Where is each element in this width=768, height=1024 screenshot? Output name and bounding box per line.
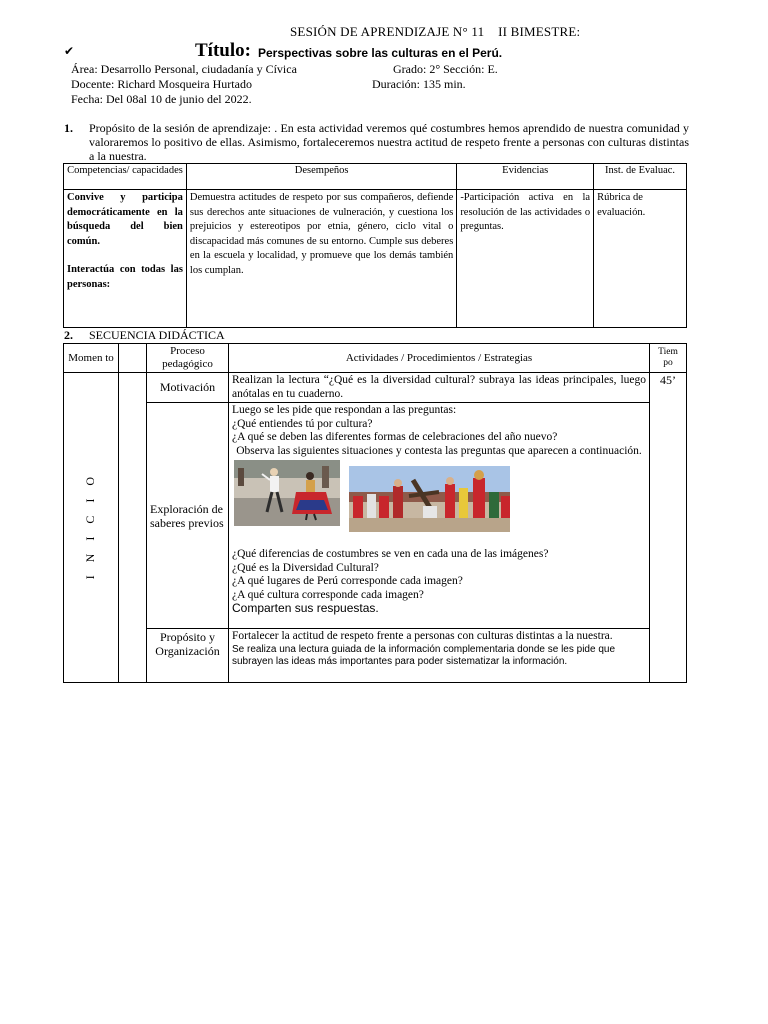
header-momento: Momen to <box>64 344 119 373</box>
header-competencias: Competencias/ capacidades <box>64 164 187 190</box>
procession-photo <box>349 466 510 532</box>
proceso-motivacion: Motivación <box>147 373 229 403</box>
exploracion-line: Observa las siguientes situaciones y contesta las preguntas que aparecen a continuación. <box>236 444 642 457</box>
question-line: ¿Qué es la Diversidad Cultural? <box>232 561 379 574</box>
duracion-text: Duración: 135 min. <box>372 77 466 91</box>
header-evidencias: Evidencias <box>457 164 594 190</box>
header-actividades: Actividades / Procedimientos / Estrategias <box>229 344 650 373</box>
momento-cell <box>64 373 119 683</box>
competencies-table <box>63 163 687 328</box>
closing-line: Comparten sus respuestas. <box>232 601 379 615</box>
actividad-proposito <box>229 629 650 683</box>
dance-photo <box>234 460 340 526</box>
header-tiempo: Tiem po <box>650 344 687 373</box>
title-text: Perspectivas sobre las culturas en el Perú. <box>258 46 503 60</box>
actividad-motivacion: Realizan la lectura “¿Qué es la diversidad cultural? subraya las ideas principales, luego anótalas en tu cuaderno. <box>229 373 650 403</box>
check-icon: ✔ <box>64 44 75 58</box>
exploracion-line: Luego se les pide que respondan a las preguntas: <box>232 404 457 416</box>
area-text: Área: Desarrollo Personal, ciudadanía y Cívica <box>71 62 297 76</box>
grado-text: Grado: 2° Sección: E. <box>393 62 498 76</box>
title-label: Título: <box>195 40 251 61</box>
tiempo-cell: 45’ <box>650 373 687 683</box>
instrumento-cell: Rúbrica de evaluación. <box>594 190 687 328</box>
exploracion-line: ¿Qué entiendes tú por cultura? <box>232 417 373 430</box>
proceso-proposito: Propósito y Organización <box>147 629 229 683</box>
section1-number: 1. <box>64 121 73 135</box>
section2-title: SECUENCIA DIDÁCTICA <box>89 328 225 342</box>
proceso-exploracion: Exploración de saberes previos <box>147 403 229 629</box>
question-line: ¿A qué lugares de Perú corresponde cada imagen? <box>232 575 463 587</box>
docente-text: Docente: Richard Mosqueira Hurtado <box>71 77 252 91</box>
blank-column <box>119 373 147 683</box>
header-instrumento: Inst. de Evaluac. <box>594 164 687 190</box>
fecha-text: Fecha: Del 08al 10 de junio del 2022. <box>71 92 252 106</box>
proposito-line: Fortalecer la actitud de respeto frente a personas con culturas distintas a la nuestra. <box>232 630 613 642</box>
section2-number: 2. <box>64 328 73 342</box>
exploracion-line: ¿A qué se deben las diferentes formas de celebraciones del año nuevo? <box>232 431 558 443</box>
header-spacer <box>119 344 147 373</box>
actividad-exploracion <box>229 403 650 629</box>
question-line: ¿A qué cultura corresponde cada imagen? <box>232 588 424 601</box>
evidencia-cell: -Participación activa en la resolución de las actividades o preguntas. <box>457 190 594 328</box>
proposito-line: Se realiza una lectura guiada de la información complementaria donde se les pide que subrayen las ideas más importantes para poder sistematizar la información. <box>232 643 616 667</box>
competencia-interactua: Interactúa con todas las personas: <box>67 264 183 290</box>
desempeno-cell: Demuestra actitudes de respeto por sus compañeros, defiende sus derechos ante situaciones de vulneración, y cuestiona los prejuicios y estereotipos por etnia, género, ciclo vital o discapacidad más comunes de su entorno. Cumple sus deberes en la escuela y localidad, y promueve que los demás también los cumplan. <box>186 190 456 328</box>
session-header: SESIÓN DE APRENDIZAJE N° 11 II BIMESTRE: <box>290 24 581 39</box>
momento-inicio: I N I C I O <box>83 471 98 579</box>
header-desempenos: Desempeños <box>186 164 456 190</box>
competencias-cell <box>64 190 187 328</box>
competencia-convive: Convive y participa democráticamente en la búsqueda del bien común. <box>67 192 183 247</box>
purpose-paragraph: Propósito de la sesión de aprendizaje: . En esta actividad veremos qué costumbres hemos aprendido de nuestra comunidad y valoraremos lo positivo de ellas. Asimismo, fortaleceremos nuestra actitud de respeto frente a personas con culturas distintas a la nuestra. <box>89 121 689 163</box>
images-area <box>232 458 646 548</box>
header-proceso: Proceso pedagógico <box>147 344 229 373</box>
question-line: ¿Qué diferencias de costumbres se ven en cada una de las imágenes? <box>232 548 549 560</box>
sequence-table <box>63 343 687 683</box>
